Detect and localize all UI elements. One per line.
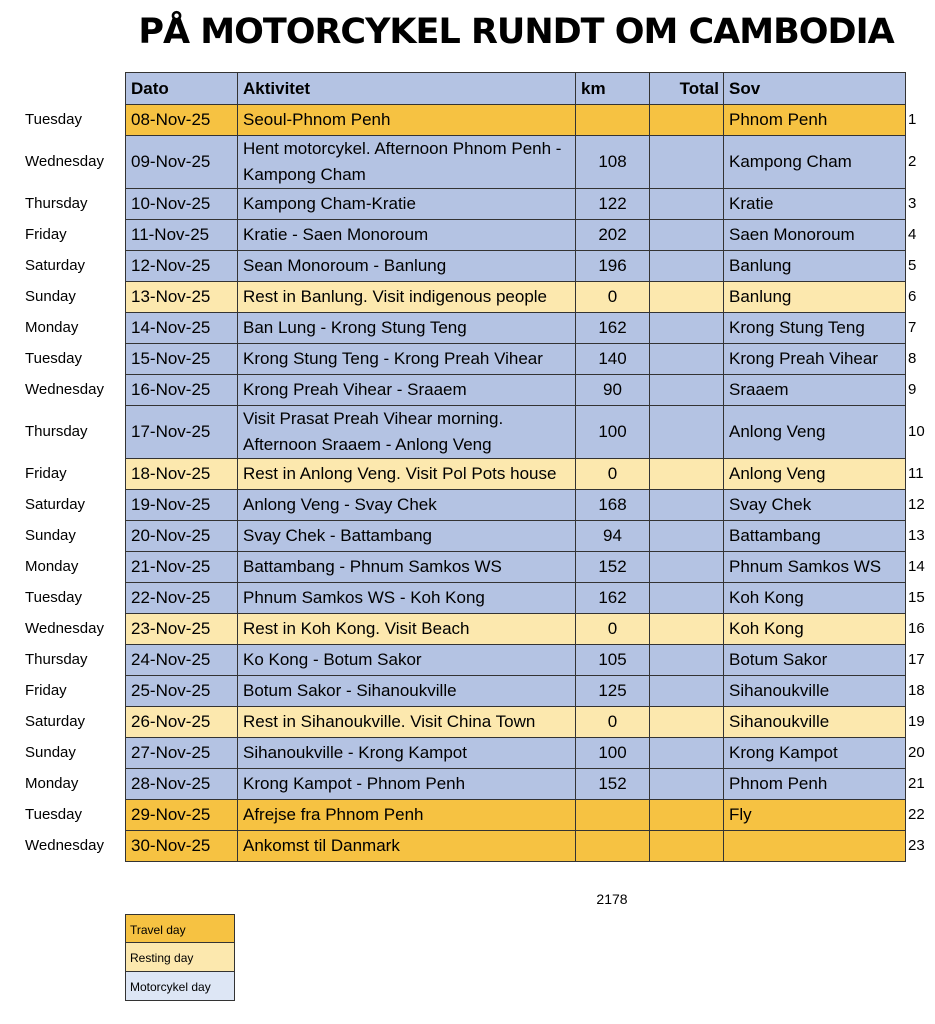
km-cell: 202 <box>576 220 650 251</box>
activity-cell: Afrejse fra Phnom Penh <box>238 800 576 831</box>
table-row <box>126 583 906 614</box>
sleep-cell: Koh Kong <box>724 583 906 614</box>
total-cell <box>650 769 724 800</box>
table-row <box>126 189 906 220</box>
km-cell: 0 <box>576 459 650 490</box>
activity-cell: Anlong Veng - Svay Chek <box>238 490 576 521</box>
date-cell: 30-Nov-25 <box>126 831 238 862</box>
activity-cell: Hent motorcykel. Afternoon Phnom Penh - Kampong Cham <box>238 136 576 189</box>
date-cell: 28-Nov-25 <box>126 769 238 800</box>
km-cell: 0 <box>576 614 650 645</box>
sleep-cell: Krong Stung Teng <box>724 313 906 344</box>
total-cell <box>650 583 724 614</box>
date-cell: 22-Nov-25 <box>126 583 238 614</box>
sleep-cell: Kampong Cham <box>724 136 906 189</box>
date-cell: 17-Nov-25 <box>126 406 238 459</box>
activity-cell: Krong Stung Teng - Krong Preah Vihear <box>238 344 576 375</box>
header-sov: Sov <box>724 73 906 105</box>
activity-cell: Sihanoukville - Krong Kampot <box>238 738 576 769</box>
total-cell <box>650 375 724 406</box>
date-cell: 14-Nov-25 <box>126 313 238 344</box>
km-cell: 196 <box>576 251 650 282</box>
total-cell <box>650 344 724 375</box>
date-cell: 19-Nov-25 <box>126 490 238 521</box>
table-row <box>126 313 906 344</box>
header-dato: Dato <box>126 73 238 105</box>
km-cell <box>576 800 650 831</box>
total-cell <box>650 406 724 459</box>
date-cell: 11-Nov-25 <box>126 220 238 251</box>
date-cell: 24-Nov-25 <box>126 645 238 676</box>
total-cell <box>650 738 724 769</box>
total-cell <box>650 105 724 136</box>
activity-cell: Ankomst til Danmark <box>238 831 576 862</box>
sleep-cell: Fly <box>724 800 906 831</box>
table-row <box>126 375 906 406</box>
activity-cell: Ko Kong - Botum Sakor <box>238 645 576 676</box>
date-cell: 29-Nov-25 <box>126 800 238 831</box>
header-km: km <box>576 73 650 105</box>
activity-cell: Ban Lung - Krong Stung Teng <box>238 313 576 344</box>
table-row <box>126 769 906 800</box>
sleep-cell: Krong Kampot <box>724 738 906 769</box>
activity-cell: Rest in Koh Kong. Visit Beach <box>238 614 576 645</box>
header-total: Total <box>650 73 724 105</box>
total-cell <box>650 313 724 344</box>
legend <box>125 915 235 1001</box>
total-km: 2178 <box>596 891 628 907</box>
table-row <box>126 282 906 313</box>
sleep-cell: Phnom Penh <box>724 105 906 136</box>
sleep-cell: Phnum Samkos WS <box>724 552 906 583</box>
km-cell: 100 <box>576 738 650 769</box>
table-row <box>126 645 906 676</box>
sleep-cell: Botum Sakor <box>724 645 906 676</box>
date-cell: 20-Nov-25 <box>126 521 238 552</box>
header-aktivitet: Aktivitet <box>238 73 576 105</box>
sleep-cell: Banlung <box>724 282 906 313</box>
date-cell: 15-Nov-25 <box>126 344 238 375</box>
total-cell <box>650 189 724 220</box>
date-cell: 25-Nov-25 <box>126 676 238 707</box>
activity-cell: Kampong Cham-Kratie <box>238 189 576 220</box>
table-row <box>126 552 906 583</box>
km-cell: 162 <box>576 313 650 344</box>
sleep-cell <box>724 831 906 862</box>
activity-cell: Seoul-Phnom Penh <box>238 105 576 136</box>
sleep-cell: Battambang <box>724 521 906 552</box>
total-cell <box>650 676 724 707</box>
table-row <box>126 459 906 490</box>
km-cell: 152 <box>576 769 650 800</box>
total-cell <box>650 645 724 676</box>
table-row <box>126 707 906 738</box>
table-row <box>126 105 906 136</box>
km-cell: 125 <box>576 676 650 707</box>
activity-cell: Rest in Banlung. Visit indigenous people <box>238 282 576 313</box>
sleep-cell: Banlung <box>724 251 906 282</box>
page-title: PÅ MOTORCYKEL RUNDT OM CAMBODIA <box>138 12 894 52</box>
date-cell: 16-Nov-25 <box>126 375 238 406</box>
activity-cell: Rest in Anlong Veng. Visit Pol Pots house <box>238 459 576 490</box>
km-cell: 152 <box>576 552 650 583</box>
table-row <box>126 800 906 831</box>
total-cell <box>650 251 724 282</box>
total-cell <box>650 490 724 521</box>
table-row <box>126 406 906 459</box>
sleep-cell: Krong Preah Vihear <box>724 344 906 375</box>
km-cell: 0 <box>576 707 650 738</box>
legend-travel-day: Travel day <box>125 914 235 944</box>
sleep-cell: Anlong Veng <box>724 459 906 490</box>
sleep-cell: Koh Kong <box>724 614 906 645</box>
sleep-cell: Saen Monoroum <box>724 220 906 251</box>
km-cell: 100 <box>576 406 650 459</box>
total-cell <box>650 220 724 251</box>
km-cell <box>576 831 650 862</box>
total-cell <box>650 614 724 645</box>
schedule-table <box>125 72 906 862</box>
km-cell: 162 <box>576 583 650 614</box>
sleep-cell: Sihanoukville <box>724 707 906 738</box>
date-cell: 12-Nov-25 <box>126 251 238 282</box>
sleep-cell: Kratie <box>724 189 906 220</box>
total-cell <box>650 552 724 583</box>
total-cell <box>650 136 724 189</box>
sleep-cell: Anlong Veng <box>724 406 906 459</box>
table-row <box>126 220 906 251</box>
date-cell: 26-Nov-25 <box>126 707 238 738</box>
date-cell: 13-Nov-25 <box>126 282 238 313</box>
activity-cell: Svay Chek - Battambang <box>238 521 576 552</box>
activity-cell: Kratie - Saen Monoroum <box>238 220 576 251</box>
activity-cell: Battambang - Phnum Samkos WS <box>238 552 576 583</box>
sleep-cell: Sraaem <box>724 375 906 406</box>
table-row <box>126 251 906 282</box>
total-cell <box>650 282 724 313</box>
km-cell: 122 <box>576 189 650 220</box>
km-cell: 94 <box>576 521 650 552</box>
date-cell: 08-Nov-25 <box>126 105 238 136</box>
sleep-cell: Svay Chek <box>724 490 906 521</box>
activity-cell: Krong Kampot - Phnom Penh <box>238 769 576 800</box>
km-cell: 0 <box>576 282 650 313</box>
sleep-cell: Sihanoukville <box>724 676 906 707</box>
activity-cell: Rest in Sihanoukville. Visit China Town <box>238 707 576 738</box>
table-row <box>126 490 906 521</box>
table-row <box>126 676 906 707</box>
activity-cell: Phnum Samkos WS - Koh Kong <box>238 583 576 614</box>
date-cell: 21-Nov-25 <box>126 552 238 583</box>
sleep-cell: Phnom Penh <box>724 769 906 800</box>
km-cell: 105 <box>576 645 650 676</box>
table-row <box>126 738 906 769</box>
date-cell: 27-Nov-25 <box>126 738 238 769</box>
activity-cell: Krong Preah Vihear - Sraaem <box>238 375 576 406</box>
table-row <box>126 831 906 862</box>
total-cell <box>650 521 724 552</box>
km-cell: 90 <box>576 375 650 406</box>
table-row <box>126 521 906 552</box>
km-cell: 140 <box>576 344 650 375</box>
km-cell <box>576 105 650 136</box>
legend-motorcykel-day: Motorcykel day <box>125 971 235 1001</box>
legend-resting-day: Resting day <box>125 942 235 972</box>
km-cell: 108 <box>576 136 650 189</box>
activity-cell: Botum Sakor - Sihanoukville <box>238 676 576 707</box>
date-cell: 23-Nov-25 <box>126 614 238 645</box>
total-cell <box>650 800 724 831</box>
table-row <box>126 344 906 375</box>
header-row <box>126 73 906 105</box>
activity-cell: Sean Monoroum - Banlung <box>238 251 576 282</box>
date-cell: 18-Nov-25 <box>126 459 238 490</box>
total-cell <box>650 707 724 738</box>
date-cell: 10-Nov-25 <box>126 189 238 220</box>
km-cell: 168 <box>576 490 650 521</box>
total-cell <box>650 459 724 490</box>
table-row <box>126 614 906 645</box>
activity-cell: Visit Prasat Preah Vihear morning. Afternoon Sraaem - Anlong Veng <box>238 406 576 459</box>
table-row <box>126 136 906 189</box>
date-cell: 09-Nov-25 <box>126 136 238 189</box>
total-cell <box>650 831 724 862</box>
